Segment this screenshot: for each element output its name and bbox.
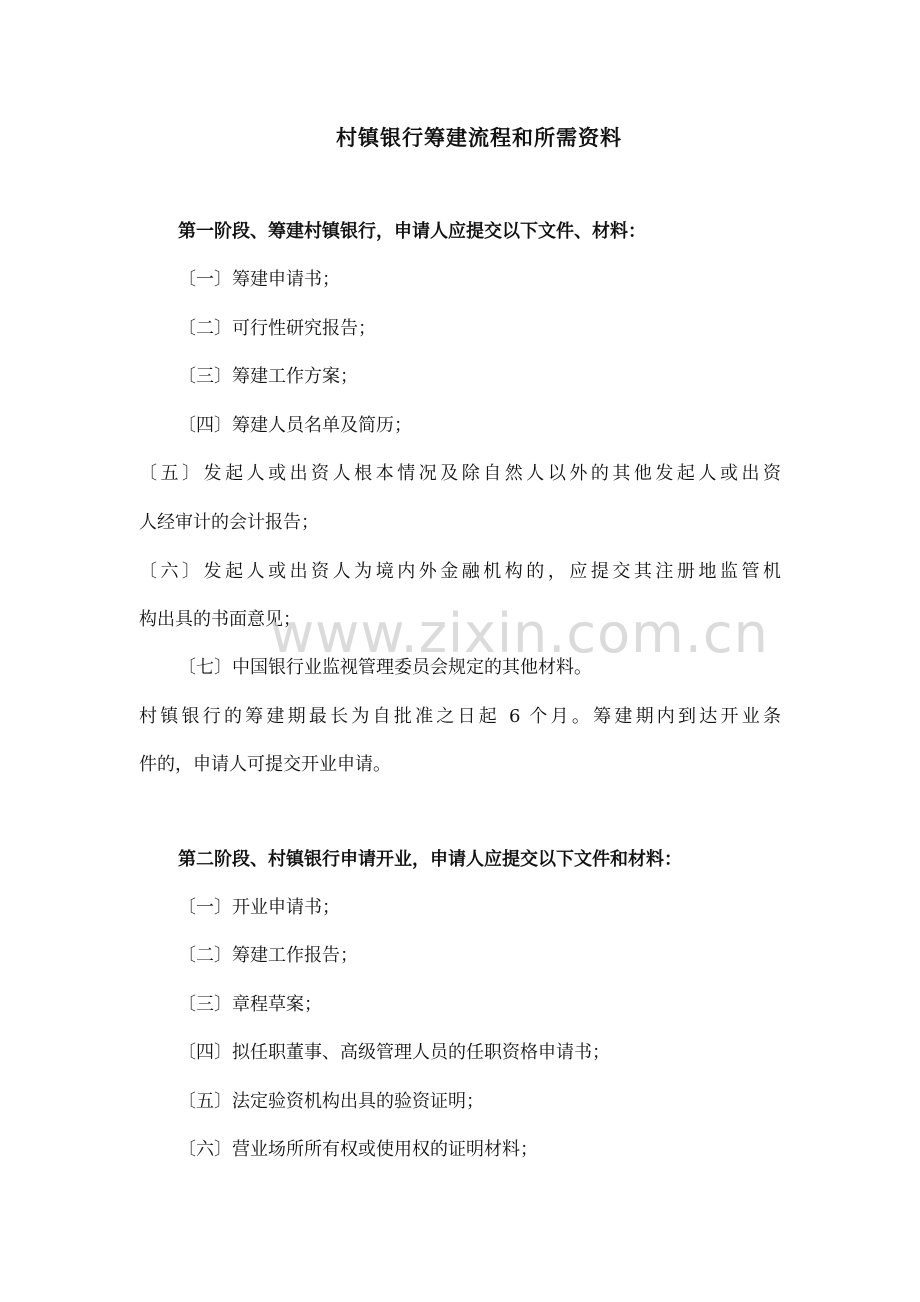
stage2-item-2: 〔二〕筹建工作报告； — [178, 945, 358, 966]
stage2-heading: 第二阶段、村镇银行申请开业，申请人应提交以下文件和材料： — [178, 849, 682, 870]
stage2-item-1: 〔一〕开业申请书； — [178, 897, 340, 918]
stage1-item-1: 〔一〕筹建申请书； — [178, 269, 340, 290]
stage1-note-line-1: 村镇银行的筹建期最长为自批准之日起 6 个月。筹建期内到达开业条 — [139, 706, 781, 727]
stage2-item-6: 〔六〕营业场所所有权或使用权的证明材料； — [178, 1139, 538, 1160]
stage1-item-6-cont: 构出具的书面意见； — [139, 609, 301, 630]
stage1-note-line-2: 件的，申请人可提交开业申请。 — [139, 754, 391, 775]
stage1-heading: 第一阶段、筹建村镇银行，申请人应提交以下文件、材料： — [178, 221, 646, 242]
stage1-item-5: 〔五〕发起人或出资人根本情况及除自然人以外的其他发起人或出资 — [139, 463, 781, 484]
stage1-item-7: 〔七〕中国银行业监视管理委员会规定的其他材料。 — [178, 657, 592, 678]
document-title: 村镇银行筹建流程和所需资料 — [336, 125, 622, 150]
stage1-item-5-cont: 人经审计的会计报告； — [139, 512, 319, 533]
stage1-item-3: 〔三〕筹建工作方案； — [178, 366, 358, 387]
stage2-item-5: 〔五〕法定验资机构出具的验资证明； — [178, 1091, 484, 1112]
stage1-item-4: 〔四〕筹建人员名单及简历； — [178, 415, 412, 436]
watermark-text: www.zixin.com.cn — [270, 602, 769, 665]
stage1-item-2: 〔二〕可行性研究报告； — [178, 318, 376, 339]
stage1-item-6: 〔六〕发起人或出资人为境内外金融机构的，应提交其注册地监管机 — [139, 561, 781, 582]
stage2-item-4: 〔四〕拟任职董事、高级管理人员的任职资格申请书； — [178, 1042, 610, 1063]
stage2-item-3: 〔三〕章程草案； — [178, 994, 322, 1015]
